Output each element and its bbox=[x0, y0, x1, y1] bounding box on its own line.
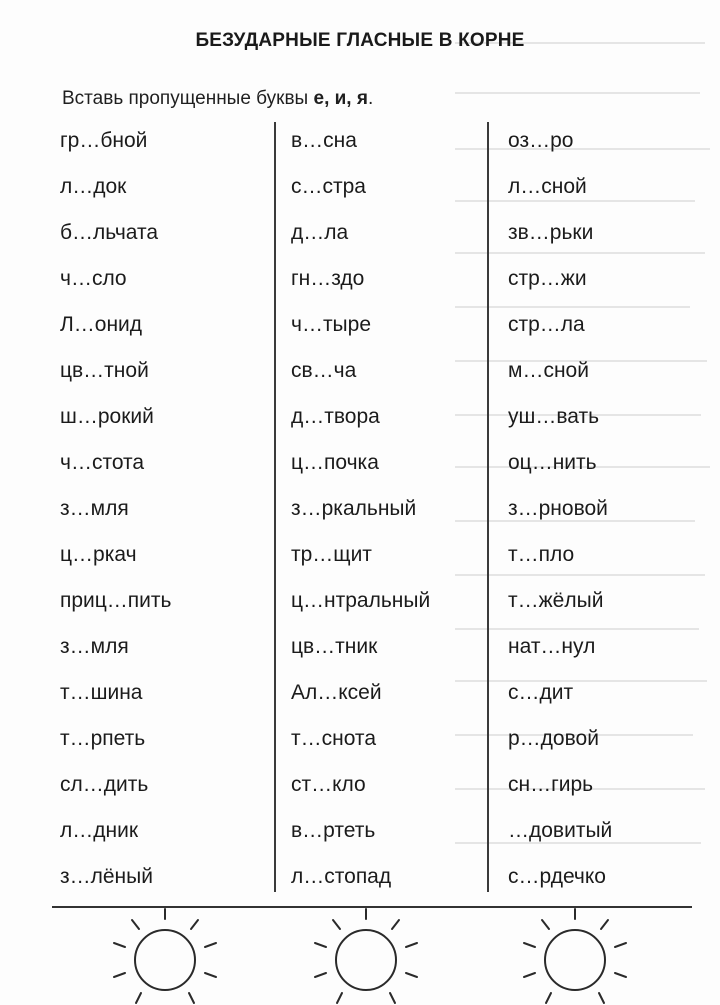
word-item: стр…ла bbox=[508, 313, 585, 336]
word-item: с…дит bbox=[508, 681, 574, 704]
word-item: л…стопад bbox=[291, 865, 392, 888]
word-item: тр…щит bbox=[291, 543, 372, 566]
sun-icon bbox=[105, 905, 225, 1005]
word-item: т…шина bbox=[60, 681, 143, 704]
word-item: з…мля bbox=[60, 635, 129, 658]
column-divider bbox=[274, 122, 276, 892]
word-item: л…док bbox=[60, 175, 127, 198]
word-item: д…твора bbox=[291, 405, 380, 428]
word-item: стр…жи bbox=[508, 267, 587, 290]
word-item: оз…ро bbox=[508, 129, 574, 152]
instruction-end: . bbox=[367, 88, 374, 109]
word-item: ст…кло bbox=[291, 773, 366, 796]
word-item: з…мля bbox=[60, 497, 129, 520]
word-item: уш…вать bbox=[508, 405, 600, 428]
instruction-letters: е, и, я bbox=[313, 88, 368, 109]
word-item: т…снота bbox=[291, 727, 376, 750]
sun-icon bbox=[515, 905, 635, 1005]
word-item: ц…почка bbox=[291, 451, 379, 474]
word-item: гн…здо bbox=[291, 267, 365, 290]
word-item: ч…тыре bbox=[291, 313, 372, 336]
word-item: в…ртеть bbox=[291, 819, 376, 842]
word-item: в…сна bbox=[291, 129, 357, 152]
word-item: цв…тник bbox=[291, 635, 378, 658]
word-item: л…дник bbox=[60, 819, 139, 842]
word-item: р…довой bbox=[508, 727, 599, 750]
word-item: сл…дить bbox=[60, 773, 149, 796]
word-item: з…рновой bbox=[508, 497, 608, 520]
word-item: приц…пить bbox=[60, 589, 172, 612]
word-item: ц…ркач bbox=[60, 543, 137, 566]
word-item: сн…гирь bbox=[508, 773, 594, 796]
word-item: гр…бной bbox=[60, 129, 148, 152]
word-item: ч…стота bbox=[60, 451, 145, 474]
word-item: т…пло bbox=[508, 543, 575, 566]
word-item: ч…сло bbox=[60, 267, 127, 290]
word-item: з…лёный bbox=[60, 865, 153, 888]
instruction-text bbox=[62, 88, 373, 110]
word-item: т…рпеть bbox=[60, 727, 146, 750]
word-item: …довитый bbox=[508, 819, 613, 842]
word-item: м…сной bbox=[508, 359, 589, 382]
word-item: т…жёлый bbox=[508, 589, 604, 612]
word-item: з…ркальный bbox=[291, 497, 417, 520]
worksheet-title: БЕЗУДАРНЫЕ ГЛАСНЫЕ В КОРНЕ bbox=[195, 30, 525, 51]
word-item: с…рдечко bbox=[508, 865, 606, 888]
word-item: нат…нул bbox=[508, 635, 596, 658]
word-item: б…льчата bbox=[60, 221, 159, 244]
word-item: Ал…ксей bbox=[291, 681, 382, 704]
sun-icon bbox=[306, 905, 426, 1005]
word-item: св…ча bbox=[291, 359, 357, 382]
word-item: д…ла bbox=[291, 221, 349, 244]
instruction-lead: Вставь пропущенные буквы bbox=[62, 88, 314, 109]
word-item: с…стра bbox=[291, 175, 366, 198]
word-item: ц…нтральный bbox=[291, 589, 431, 612]
word-item: ш…рокий bbox=[60, 405, 154, 428]
word-item: оц…нить bbox=[508, 451, 597, 474]
word-item: л…сной bbox=[508, 175, 587, 198]
word-item: зв…рьки bbox=[508, 221, 594, 244]
word-item: Л…онид bbox=[60, 313, 143, 336]
word-item: цв…тной bbox=[60, 359, 149, 382]
column-divider bbox=[487, 122, 489, 892]
